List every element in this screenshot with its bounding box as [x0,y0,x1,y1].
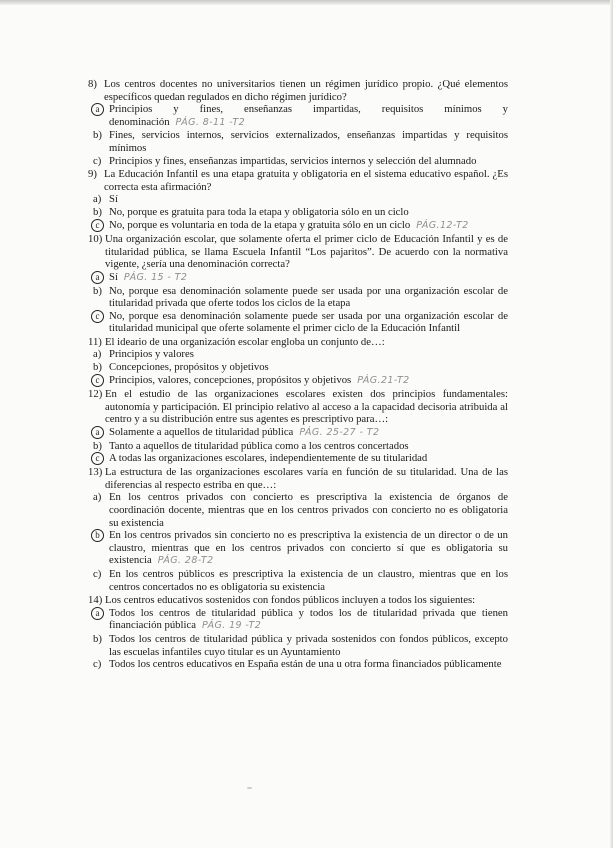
answer-text-content: En los centros públicos es prescriptiva la existencia de un claustro, mientras que en los centros concertados no es obligatoria su existencia [109,567,508,593]
question-13 [88,466,508,593]
circled-answer-letter [93,452,109,465]
answer-text-content: Todos los centros educativos en España están de una u otra forma financiados públicamente [109,658,502,671]
exam-page [88,78,508,672]
question-number: 12) [88,388,103,401]
answer-text-content: Concepciones, propósitos y objetivos [109,361,269,374]
answer-text [109,155,508,168]
answer-option[interactable] [93,491,508,529]
answer-letter-mark: a [91,271,104,284]
answer-option[interactable] [93,103,508,129]
answer-letter-mark: c [91,310,104,323]
answer-letter: b) [93,439,102,452]
question-text: El ideario de una organización escolar engloba un conjunto de…: [105,335,385,348]
answer-option[interactable] [93,310,508,335]
handwritten-page-note: PÁG. 8-11 -T2 [175,116,246,128]
answer-text [109,426,508,440]
answer-text [109,452,508,465]
answer-letter-mark: a [91,426,104,439]
circled-answer-letter [93,271,109,284]
handwritten-page-note: PÁG. 28-T2 [157,555,214,567]
question-number: 9) [88,168,97,181]
answer-option[interactable] [93,440,508,453]
answer-text [109,568,508,593]
question-12 [88,388,508,465]
answer-text-content: Tanto a aquellos de titularidad pública como a los centros concertados [109,439,409,452]
answer-text [109,491,508,529]
answer-letter-mark: a [91,607,104,620]
question-text: En el estudio de las organizaciones escolares existen dos principios fundamentales: autonomía y participación. El principio relativo al acceso a la capacidad decisoria atribuida al centro y a su distribución entre sus agentes es prescriptivo para…: [105,388,508,426]
answer-text [109,271,508,285]
answer-letter: c) [93,658,102,671]
answer-text-content: Sí [109,270,118,283]
answer-text-content: No, porque es voluntaria en toda de la etapa y gratuita sólo en un ciclo [109,218,411,231]
answer-option[interactable] [93,206,508,219]
question-9 [88,168,508,232]
question-text: La Educación Infantil es una etapa gratuita y obligatoria en el sistema educativo español. ¿Es correcta esta afirmación? [104,168,508,193]
handwritten-page-note: PÁG. 15 - T2 [123,271,188,283]
answer-options [93,426,508,465]
circled-answer-letter [93,607,109,620]
answer-text-content: Principios y fines, enseñanzas impartidas, servicios internos y selección del alumnado [109,154,477,167]
question-14 [88,594,508,671]
answer-letter: c) [93,154,102,167]
answer-option[interactable] [93,271,508,285]
answer-options [93,491,508,593]
answer-text [109,348,508,361]
answer-letter-mark: c [91,374,104,387]
answer-letter: a) [93,193,102,206]
answer-text-content: No, porque esa denominación solamente puede ser usada por una organización escolar de titularidad privada que oferte todos los ciclos de la etapa [109,284,508,310]
answer-option[interactable] [93,219,508,233]
question-stem [88,466,508,491]
answer-option[interactable] [93,285,508,310]
handwritten-page-note: PÁG.21-T2 [357,374,410,386]
answer-text [109,658,508,671]
answer-text-content: Todos los centros de titularidad pública y todos los de titularidad privada que tienen financiación pública [109,606,508,632]
answer-letter: b) [93,205,102,218]
answer-text [109,129,508,154]
question-number: 13) [88,466,103,479]
answer-text-content: En los centros privados sin concierto no es prescriptiva la existencia de un director o de un claustro, mientras que en los centros privados con concierto sí que es obligatoria su existencia [109,529,508,567]
answer-text-content: Solamente a aquellos de titularidad pública [109,426,294,439]
question-stem [88,388,508,426]
answer-text-content: Sí [109,193,118,206]
scan-top-edge [0,0,613,5]
answer-option[interactable] [93,529,508,568]
question-number: 14) [88,594,103,607]
handwritten-page-note: PÁG. 19 -T2 [201,620,262,632]
answer-letter: b) [93,632,102,645]
answer-options [93,271,508,335]
answer-letter: a) [93,491,102,504]
answer-text-content: Principios, valores, concepciones, propósitos y objetivos [109,373,352,386]
answer-text [109,374,508,388]
question-stem [88,168,508,193]
answer-text-content: No, porque es gratuita para toda la etapa y obligatoria sólo en un ciclo [109,205,409,218]
answer-option[interactable] [93,348,508,361]
answer-option[interactable] [93,129,508,154]
answer-options [93,193,508,232]
answer-text-content: Principios y fines, enseñanzas impartidas, requisitos mínimos y denominación [109,103,508,128]
question-number: 8) [88,78,97,90]
question-10 [88,233,508,335]
answer-option[interactable] [93,426,508,440]
circled-answer-letter [93,529,109,542]
answer-text [109,103,508,129]
circled-answer-letter [93,103,109,116]
answer-text [109,206,508,219]
answer-text-content: En los centros privados con concierto es prescriptiva la existencia de órganos de coordinación docente, mientras que en los centros privados con concierto no es obligatoria su existencia [109,491,508,529]
question-text: Una organización escolar, que solamente oferta el primer ciclo de Educación Infantil y es de titularidad pública, se llama Escuela Infantil “Los pajaritos”. De acuerdo con la normativa vigente, ¿sería una denominación correcta? [105,233,508,271]
answer-option[interactable] [93,633,508,658]
answer-option[interactable] [93,193,508,206]
answer-text [109,285,508,310]
answer-text-content: No, porque esa denominación solamente puede ser usada por una organización escolar de titularidad municipal que oferte solamente el primer ciclo de la Educación Infantil [109,309,508,335]
answer-option[interactable] [93,155,508,168]
answer-text [109,193,508,206]
circled-answer-letter [93,426,109,439]
answer-options [93,607,508,671]
answer-letter: b) [93,129,102,142]
answer-option[interactable] [93,452,508,465]
answer-options [93,103,508,167]
answer-text [109,529,508,568]
scan-smudge [247,787,252,789]
answer-text-content: Todos los centros de titularidad pública y privada sostenidos con fondos públicos, excepto las escuelas infantiles cuyo titular es un Ayuntamiento [109,632,508,658]
question-number: 11) [88,335,102,348]
question-stem [88,78,508,103]
question-text: Los centros educativos sostenidos con fondos públicos incluyen a todos los siguientes: [105,594,476,607]
question-number: 10) [88,233,103,246]
circled-answer-letter [93,219,109,232]
answer-letter-mark: a [91,103,104,116]
question-stem [88,336,508,349]
answer-letter: a) [93,348,102,361]
answer-text-content: Principios y valores [109,348,194,361]
question-text: Los centros docentes no universitarios tienen un régimen jurídico propio. ¿Qué elementos específicos quedan regulados en dicho régimen jurídico? [104,78,508,103]
answer-text [109,219,508,233]
answer-letter: c) [93,567,102,580]
handwritten-page-note: PÁG. 25-27 - T2 [299,427,380,439]
question-stem [88,233,508,271]
answer-text [109,607,508,633]
handwritten-page-note: PÁG.12-T2 [416,219,469,231]
circled-answer-letter [93,374,109,387]
answer-letter-mark: c [91,452,104,465]
answer-options [93,348,508,387]
answer-text [109,633,508,658]
answer-option[interactable] [93,607,508,633]
answer-option[interactable] [93,361,508,374]
answer-text [109,440,508,453]
circled-answer-letter [93,310,109,323]
question-11 [88,336,508,387]
question-text: La estructura de las organizaciones escolares varía en función de su titularidad. Una de las diferencias al respecto estriba en que…: [105,466,508,491]
question-8 [88,78,508,167]
answer-text [109,310,508,335]
answer-text-content: Fines, servicios internos, servicios externalizados, enseñanzas impartidas y requisitos mínimos [109,129,508,154]
answer-option[interactable] [93,568,508,593]
answer-option[interactable] [93,658,508,671]
answer-letter-mark: b [91,529,104,542]
answer-option[interactable] [93,374,508,388]
answer-letter-mark: c [91,219,104,232]
answer-letter: b) [93,361,102,374]
answer-text [109,361,508,374]
answer-letter: b) [93,284,102,297]
answer-text-content: A todas las organizaciones escolares, independientemente de su titularidad [109,452,428,465]
question-stem [88,594,508,607]
